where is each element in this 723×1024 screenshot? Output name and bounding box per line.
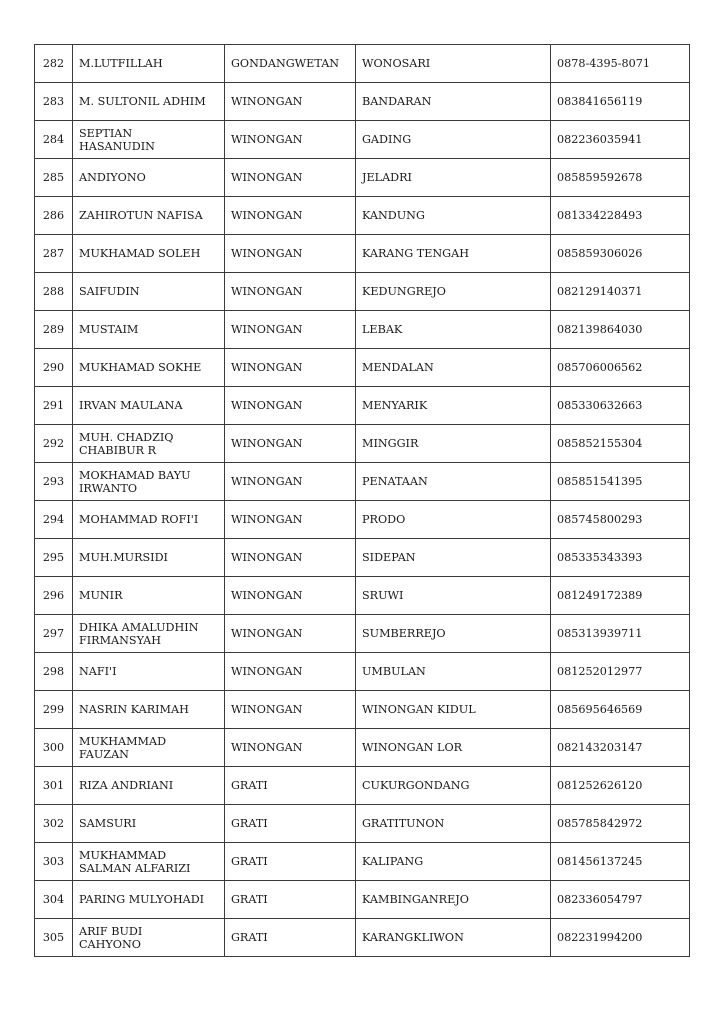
phone-cell: 082231994200 bbox=[551, 919, 690, 957]
name-cell: RIZA ANDRIANI bbox=[73, 767, 225, 805]
row-number-cell: 296 bbox=[35, 577, 73, 615]
kecamatan-cell: WINONGAN bbox=[225, 691, 356, 729]
phone-cell: 081252012977 bbox=[551, 653, 690, 691]
document-page bbox=[34, 44, 689, 957]
desa-cell: WINONGAN KIDUL bbox=[356, 691, 551, 729]
row-number-cell: 293 bbox=[35, 463, 73, 501]
table-row bbox=[35, 729, 690, 767]
phone-cell: 081249172389 bbox=[551, 577, 690, 615]
desa-cell: SIDEPAN bbox=[356, 539, 551, 577]
desa-cell: KARANGKLIWON bbox=[356, 919, 551, 957]
kecamatan-cell: GRATI bbox=[225, 805, 356, 843]
desa-cell: LEBAK bbox=[356, 311, 551, 349]
row-number-cell: 300 bbox=[35, 729, 73, 767]
phone-cell: 082139864030 bbox=[551, 311, 690, 349]
phone-cell: 085852155304 bbox=[551, 425, 690, 463]
row-number-cell: 291 bbox=[35, 387, 73, 425]
phone-cell: 0878-4395-8071 bbox=[551, 45, 690, 83]
table-row bbox=[35, 463, 690, 501]
phone-cell: 085859306026 bbox=[551, 235, 690, 273]
row-number-cell: 289 bbox=[35, 311, 73, 349]
kecamatan-cell: WINONGAN bbox=[225, 273, 356, 311]
desa-cell: UMBULAN bbox=[356, 653, 551, 691]
desa-cell: WINONGAN LOR bbox=[356, 729, 551, 767]
kecamatan-cell: GONDANGWETAN bbox=[225, 45, 356, 83]
phone-cell: 082236035941 bbox=[551, 121, 690, 159]
name-cell: ZAHIROTUN NAFISA bbox=[73, 197, 225, 235]
desa-cell: MENDALAN bbox=[356, 349, 551, 387]
row-number-cell: 288 bbox=[35, 273, 73, 311]
kecamatan-cell: WINONGAN bbox=[225, 653, 356, 691]
name-cell: DHIKA AMALUDHIN FIRMANSYAH bbox=[73, 615, 225, 653]
kecamatan-cell: WINONGAN bbox=[225, 121, 356, 159]
table-row bbox=[35, 349, 690, 387]
kecamatan-cell: WINONGAN bbox=[225, 159, 356, 197]
kecamatan-cell: GRATI bbox=[225, 881, 356, 919]
name-cell: MOHAMMAD ROFI'I bbox=[73, 501, 225, 539]
phone-cell: 082336054797 bbox=[551, 881, 690, 919]
phone-cell: 083841656119 bbox=[551, 83, 690, 121]
row-number-cell: 285 bbox=[35, 159, 73, 197]
desa-cell: WONOSARI bbox=[356, 45, 551, 83]
phone-cell: 082129140371 bbox=[551, 273, 690, 311]
name-cell: ARIF BUDI CAHYONO bbox=[73, 919, 225, 957]
row-number-cell: 290 bbox=[35, 349, 73, 387]
desa-cell: BANDARAN bbox=[356, 83, 551, 121]
name-cell: MUKHAMMAD FAUZAN bbox=[73, 729, 225, 767]
phone-cell: 085785842972 bbox=[551, 805, 690, 843]
phone-cell: 082143203147 bbox=[551, 729, 690, 767]
name-cell: MUSTAIM bbox=[73, 311, 225, 349]
row-number-cell: 292 bbox=[35, 425, 73, 463]
kecamatan-cell: WINONGAN bbox=[225, 615, 356, 653]
phone-cell: 085335343393 bbox=[551, 539, 690, 577]
row-number-cell: 301 bbox=[35, 767, 73, 805]
table-row bbox=[35, 615, 690, 653]
name-cell: NAFI'I bbox=[73, 653, 225, 691]
name-cell: MUKHAMAD SOLEH bbox=[73, 235, 225, 273]
desa-cell: GADING bbox=[356, 121, 551, 159]
row-number-cell: 299 bbox=[35, 691, 73, 729]
table-row bbox=[35, 311, 690, 349]
name-cell: PARING MULYOHADI bbox=[73, 881, 225, 919]
row-number-cell: 286 bbox=[35, 197, 73, 235]
kecamatan-cell: GRATI bbox=[225, 919, 356, 957]
table-row bbox=[35, 235, 690, 273]
name-cell: MUH.MURSIDI bbox=[73, 539, 225, 577]
row-number-cell: 302 bbox=[35, 805, 73, 843]
phone-cell: 085706006562 bbox=[551, 349, 690, 387]
name-cell: MUKHAMMAD SALMAN ALFARIZI bbox=[73, 843, 225, 881]
desa-cell: KAMBINGANREJO bbox=[356, 881, 551, 919]
table-row bbox=[35, 159, 690, 197]
kecamatan-cell: WINONGAN bbox=[225, 501, 356, 539]
name-cell: MUH. CHADZIQ CHABIBUR R bbox=[73, 425, 225, 463]
table-row bbox=[35, 843, 690, 881]
phone-cell: 085745800293 bbox=[551, 501, 690, 539]
table-row bbox=[35, 805, 690, 843]
table-row bbox=[35, 767, 690, 805]
desa-cell: MENYARIK bbox=[356, 387, 551, 425]
table-row bbox=[35, 501, 690, 539]
desa-cell: GRATITUNON bbox=[356, 805, 551, 843]
phone-cell: 081456137245 bbox=[551, 843, 690, 881]
kecamatan-cell: WINONGAN bbox=[225, 387, 356, 425]
row-number-cell: 282 bbox=[35, 45, 73, 83]
table-row bbox=[35, 83, 690, 121]
name-cell: M.LUTFILLAH bbox=[73, 45, 225, 83]
desa-cell: SRUWI bbox=[356, 577, 551, 615]
kecamatan-cell: WINONGAN bbox=[225, 539, 356, 577]
table-row bbox=[35, 387, 690, 425]
row-number-cell: 304 bbox=[35, 881, 73, 919]
kecamatan-cell: WINONGAN bbox=[225, 349, 356, 387]
kecamatan-cell: WINONGAN bbox=[225, 425, 356, 463]
kecamatan-cell: WINONGAN bbox=[225, 463, 356, 501]
desa-cell: PENATAAN bbox=[356, 463, 551, 501]
desa-cell: KALIPANG bbox=[356, 843, 551, 881]
table-row bbox=[35, 919, 690, 957]
row-number-cell: 287 bbox=[35, 235, 73, 273]
row-number-cell: 283 bbox=[35, 83, 73, 121]
kecamatan-cell: WINONGAN bbox=[225, 235, 356, 273]
name-cell: SAIFUDIN bbox=[73, 273, 225, 311]
phone-cell: 085851541395 bbox=[551, 463, 690, 501]
table-row bbox=[35, 577, 690, 615]
desa-cell: PRODO bbox=[356, 501, 551, 539]
table-row bbox=[35, 121, 690, 159]
table-row bbox=[35, 691, 690, 729]
name-cell: MUNIR bbox=[73, 577, 225, 615]
desa-cell: JELADRI bbox=[356, 159, 551, 197]
table-row bbox=[35, 881, 690, 919]
phone-cell: 085695646569 bbox=[551, 691, 690, 729]
desa-cell: KARANG TENGAH bbox=[356, 235, 551, 273]
name-cell: M. SULTONIL ADHIM bbox=[73, 83, 225, 121]
kecamatan-cell: WINONGAN bbox=[225, 729, 356, 767]
row-number-cell: 294 bbox=[35, 501, 73, 539]
kecamatan-cell: GRATI bbox=[225, 843, 356, 881]
kecamatan-cell: WINONGAN bbox=[225, 83, 356, 121]
phone-cell: 085859592678 bbox=[551, 159, 690, 197]
desa-cell: KEDUNGREJO bbox=[356, 273, 551, 311]
phone-cell: 085313939711 bbox=[551, 615, 690, 653]
name-cell: IRVAN MAULANA bbox=[73, 387, 225, 425]
contact-table bbox=[34, 44, 690, 957]
kecamatan-cell: GRATI bbox=[225, 767, 356, 805]
table-row bbox=[35, 653, 690, 691]
name-cell: SEPTIAN HASANUDIN bbox=[73, 121, 225, 159]
name-cell: NASRIN KARIMAH bbox=[73, 691, 225, 729]
table-row bbox=[35, 539, 690, 577]
table-row bbox=[35, 425, 690, 463]
kecamatan-cell: WINONGAN bbox=[225, 311, 356, 349]
kecamatan-cell: WINONGAN bbox=[225, 577, 356, 615]
row-number-cell: 297 bbox=[35, 615, 73, 653]
name-cell: MUKHAMAD SOKHE bbox=[73, 349, 225, 387]
table-body bbox=[35, 45, 690, 957]
row-number-cell: 298 bbox=[35, 653, 73, 691]
kecamatan-cell: WINONGAN bbox=[225, 197, 356, 235]
table-row bbox=[35, 197, 690, 235]
row-number-cell: 305 bbox=[35, 919, 73, 957]
phone-cell: 085330632663 bbox=[551, 387, 690, 425]
row-number-cell: 284 bbox=[35, 121, 73, 159]
row-number-cell: 295 bbox=[35, 539, 73, 577]
desa-cell: MINGGIR bbox=[356, 425, 551, 463]
phone-cell: 081252626120 bbox=[551, 767, 690, 805]
name-cell: MOKHAMAD BAYU IRWANTO bbox=[73, 463, 225, 501]
row-number-cell: 303 bbox=[35, 843, 73, 881]
desa-cell: KANDUNG bbox=[356, 197, 551, 235]
table-row bbox=[35, 45, 690, 83]
name-cell: SAMSURI bbox=[73, 805, 225, 843]
phone-cell: 081334228493 bbox=[551, 197, 690, 235]
name-cell: ANDIYONO bbox=[73, 159, 225, 197]
table-row bbox=[35, 273, 690, 311]
desa-cell: SUMBERREJO bbox=[356, 615, 551, 653]
desa-cell: CUKURGONDANG bbox=[356, 767, 551, 805]
